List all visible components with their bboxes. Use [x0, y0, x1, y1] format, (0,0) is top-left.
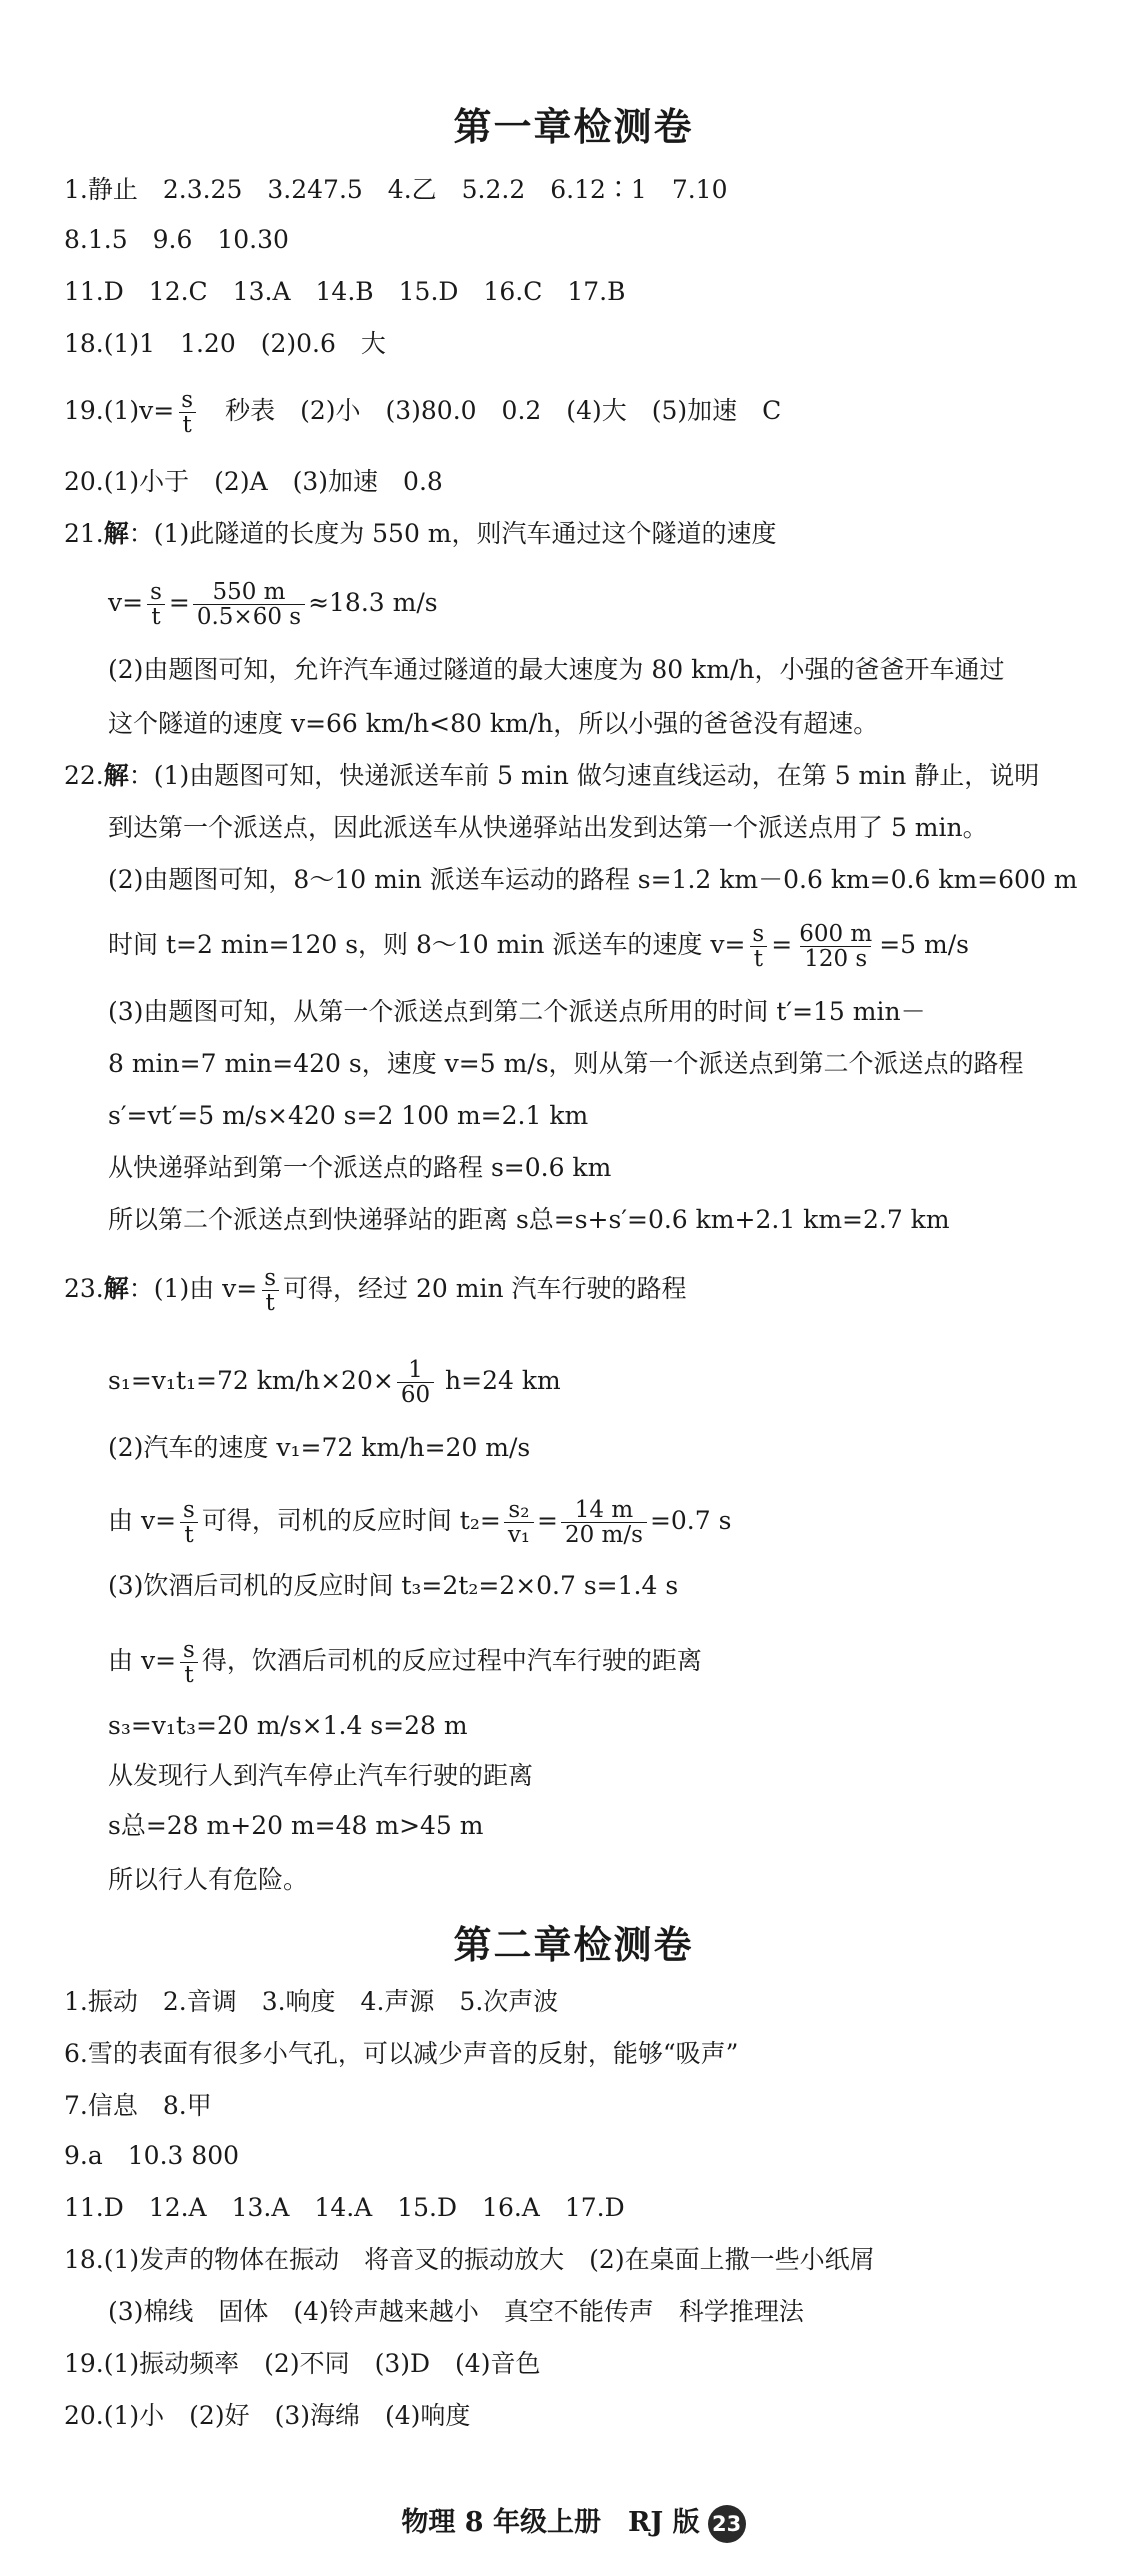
- fraction-s-over-t: [146, 580, 166, 629]
- fraction-numerator: s: [150, 579, 162, 605]
- q22-line-2: 到达第一个派送点，因此派送车从快递驿站出发到达第一个派送点用了 5 min。: [108, 813, 988, 842]
- ch2-answers-11-17: 11.D 12.A 13.A 14.A 15.D 16.A 17.D: [64, 2193, 625, 2222]
- fraction-numerator: 14 m: [574, 1497, 634, 1523]
- q23-line-3: (2)汽车的速度 v₁=72 km/h=20 m/s: [108, 1433, 531, 1462]
- fraction-numerator: s: [752, 921, 765, 947]
- q22-line-4-text: 时间 t=2 min=120 s，则 8～10 min 派送车的速度 v=: [108, 930, 746, 960]
- fraction-denominator: t: [262, 1290, 279, 1315]
- q22-line-1: [64, 756, 1104, 796]
- ch1-answer-18: 18.(1)1 1.20 (2)0.6 大: [64, 329, 386, 358]
- q23-text-a: ：(1)由 v=: [128, 1274, 258, 1304]
- fraction-denominator: t: [180, 1522, 197, 1547]
- q23-line-5: (3)饮酒后司机的反应时间 t₃=2t₂=2×0.7 s=1.4 s: [108, 1571, 679, 1600]
- q23-line-4: [108, 1498, 1147, 1547]
- answer-19-rest: 秒表 (2)小 (3)80.0 0.2 (4)大 (5)加速 C: [200, 396, 782, 426]
- ch1-answer-20: 20.(1)小于 (2)A (3)加速 0.8: [64, 467, 443, 496]
- q22-text: ：(1)由题图可知，快递派送车前 5 min 做匀速直线运动，在第 5 min 静止，说明: [128, 761, 1040, 790]
- q23-reaction-time-result: =0.7 s: [649, 1506, 732, 1536]
- fraction-s-over-t: [177, 388, 197, 437]
- fraction-s-over-t: [179, 1638, 199, 1687]
- q23-line-8: 从发现行人到汽车停止汽车行驶的距离: [108, 1761, 534, 1790]
- fraction-denominator: v₁: [504, 1522, 534, 1547]
- q22-speed-result: =5 m/s: [879, 930, 969, 960]
- fraction-denominator: 60: [397, 1382, 434, 1407]
- fraction-denominator: t: [180, 1662, 197, 1687]
- ch2-answers-7-8: 7.信息 8.甲: [64, 2091, 212, 2120]
- q21-formula: [108, 580, 1147, 629]
- fraction-numerator: s: [181, 387, 194, 413]
- q23-line-1: [64, 1266, 1104, 1315]
- ch1-answer-19: [64, 388, 1104, 437]
- ch2-answer-6: 6.雪的表面有很多小气孔，可以减少声音的反射，能够“吸声”: [64, 2039, 739, 2068]
- ch1-answers-1-7: 1.静止 2.3.25 3.247.5 4.乙 5.2.2 6.12∶1 7.10: [64, 175, 728, 204]
- q22-line-5: (3)由题图可知，从第一个派送点到第二个派送点所用的时间 t′=15 min－: [108, 997, 926, 1026]
- q21-line-1: [64, 514, 1104, 554]
- fraction-s-over-t: [748, 922, 768, 971]
- q23-line-7: s₃=v₁t₃=20 m/s×1.4 s=28 m: [108, 1711, 468, 1740]
- q21-line-3: (2)由题图可知，允许汽车通过隧道的最大速度为 80 km/h，小强的爸爸开车通过: [108, 655, 1005, 684]
- chapter2-title: 第二章检测卷: [453, 1923, 694, 1967]
- formula-lhs: v=: [108, 588, 144, 618]
- q21-number: 21.: [64, 519, 104, 548]
- q23-line-6-text-a: 由 v=: [108, 1646, 177, 1676]
- q23-number: 23.: [64, 1274, 104, 1304]
- ch2-answer-18: 18.(1)发声的物体在振动 将音叉的振动放大 (2)在桌面上撒一些小纸屑: [64, 2245, 875, 2274]
- q23-solution-label: 解: [103, 1274, 129, 1304]
- fraction-denominator: 20 m/s: [561, 1522, 647, 1547]
- q23-text-b: 可得，经过 20 min 汽车行驶的路程: [283, 1274, 687, 1304]
- fraction-denominator: t: [179, 412, 196, 437]
- chapter1-title: 第一章检测卷: [453, 105, 694, 149]
- fraction-denominator: 120 s: [800, 946, 871, 971]
- q22-line-7: s′=vt′=5 m/s×420 s=2 100 m=2.1 km: [108, 1101, 589, 1130]
- fraction-denominator: t: [147, 604, 164, 629]
- q23-distance-result: h=24 km: [437, 1366, 561, 1396]
- fraction-numerator: s: [183, 1497, 195, 1523]
- q22-line-6: 8 min=7 min=420 s，速度 v=5 m/s，则从第一个派送点到第二个派送点的路程: [108, 1049, 1024, 1078]
- q22-line-8: 从快递驿站到第一个派送点的路程 s=0.6 km: [108, 1153, 612, 1182]
- equals-sign: =: [771, 930, 793, 960]
- q23-line-2-text: s₁=v₁t₁=72 km/h×20×: [108, 1366, 394, 1396]
- formula-result: ≈18.3 m/s: [308, 588, 438, 618]
- equals-sign: =: [537, 1506, 558, 1536]
- ch2-answer-18-cont: (3)棉线 固体 (4)铃声越来越小 真空不能传声 科学推理法: [108, 2297, 804, 2326]
- fraction-numerator: 1: [408, 1357, 423, 1383]
- ch2-answer-19: 19.(1)振动频率 (2)不同 (3)D (4)音色: [64, 2349, 541, 2378]
- fraction-numerator: s: [264, 1265, 277, 1291]
- fraction-denominator: 0.5×60 s: [193, 604, 305, 629]
- fraction-numerator: 550 m: [212, 579, 286, 605]
- q23-line-4-text-a: 由 v=: [108, 1506, 177, 1536]
- fraction-denominator: t: [750, 946, 767, 971]
- q22-solution-label: 解: [103, 761, 129, 790]
- q22-line-4: [108, 922, 1147, 971]
- ch1-answers-8-10: 8.1.5 9.6 10.30: [64, 225, 289, 254]
- ch2-answers-1-5: 1.振动 2.音调 3.响度 4.声源 5.次声波: [64, 1987, 559, 2016]
- page-footer: [0, 2500, 1147, 2543]
- fraction-numerator: s₂: [508, 1497, 530, 1523]
- fraction-numerator: s: [183, 1637, 195, 1663]
- fraction-distance-over-time: [193, 580, 305, 629]
- q23-line-6: [108, 1638, 1147, 1687]
- fraction-14m-over-20ms: [561, 1498, 647, 1547]
- fraction-numerator: 600 m: [799, 921, 873, 947]
- fraction-1-over-60: [397, 1358, 434, 1407]
- answer-19-prefix: 19.(1)v=: [64, 396, 175, 426]
- q23-line-10: 所以行人有危险。: [108, 1865, 309, 1894]
- q23-line-9: s总=28 m+20 m=48 m>45 m: [108, 1811, 484, 1840]
- q23-line-2: [108, 1358, 1147, 1407]
- footer-text: 物理 8 年级上册 RJ 版: [401, 2507, 700, 2538]
- q23-line-4-text-b: 可得，司机的反应时间 t₂=: [201, 1506, 501, 1536]
- equals-sign: =: [168, 588, 190, 618]
- q21-line-4: 这个隧道的速度 v=66 km/h<80 km/h，所以小强的爸爸没有超速。: [108, 709, 879, 738]
- q21-solution-label: 解: [103, 519, 129, 548]
- fraction-s2-over-v1: [504, 1498, 534, 1547]
- fraction-s-over-t: [179, 1498, 199, 1547]
- q22-line-3: (2)由题图可知，8～10 min 派送车运动的路程 s=1.2 km－0.6 km=0.6 km=600 m: [108, 865, 1078, 894]
- q22-line-9: 所以第二个派送点到快递驿站的距离 s总=s+s′=0.6 km+2.1 km=2.7 km: [108, 1205, 950, 1234]
- q22-number: 22.: [64, 761, 104, 790]
- ch2-answer-20: 20.(1)小 (2)好 (3)海绵 (4)响度: [64, 2401, 471, 2430]
- q23-line-6-text-b: 得，饮酒后司机的反应过程中汽车行驶的距离: [201, 1646, 702, 1676]
- ch2-answers-9-10: 9.a 10.3 800: [64, 2141, 240, 2170]
- q21-text: ：(1)此隧道的长度为 550 m，则汽车通过这个隧道的速度: [128, 519, 777, 548]
- fraction-600m-over-120s: [795, 922, 876, 971]
- ch1-answers-11-17: 11.D 12.C 13.A 14.B 15.D 16.C 17.B: [64, 277, 626, 306]
- page-number-badge: 23: [708, 2505, 746, 2543]
- fraction-s-over-t: [260, 1266, 280, 1315]
